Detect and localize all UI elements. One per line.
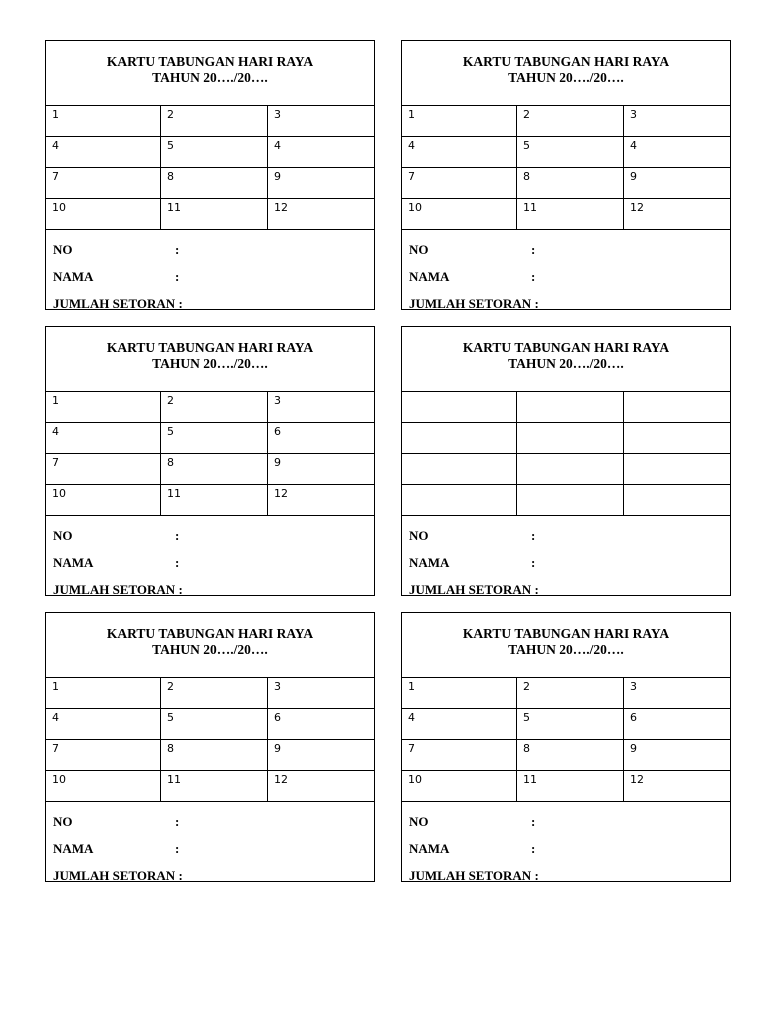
grid-cell: 6 (624, 709, 730, 740)
card-title (46, 327, 374, 392)
grid-cell (517, 454, 624, 485)
card-title-line2: TAHUN 20…./20…. (508, 70, 624, 85)
grid-cell: 7 (402, 168, 517, 199)
grid-cell: 8 (517, 740, 624, 771)
nama-label: NAMA (53, 841, 94, 856)
grid-cell: 10 (402, 199, 517, 230)
no-colon: : (175, 814, 180, 829)
nama-colon: : (175, 555, 180, 570)
no-row (409, 528, 730, 555)
savings-card (401, 612, 731, 882)
card-info (402, 802, 730, 895)
grid-cell: 9 (268, 454, 374, 485)
jumlah-label: JUMLAH SETORAN : (53, 296, 183, 311)
grid-cell: 6 (268, 423, 374, 454)
savings-card (45, 40, 375, 310)
card-title-line1: KARTU TABUNGAN HARI RAYA (462, 626, 670, 641)
nama-label: NAMA (409, 269, 450, 284)
grid-cell: 7 (46, 168, 161, 199)
grid-cell: 5 (161, 423, 268, 454)
jumlah-label: JUMLAH SETORAN : (53, 868, 183, 883)
card-info (46, 230, 374, 323)
grid-cell: 11 (161, 771, 268, 802)
grid-cell: 12 (268, 485, 374, 516)
grid-cell: 12 (624, 771, 730, 802)
nama-colon: : (175, 841, 180, 856)
nama-row (409, 269, 730, 296)
nama-row (53, 841, 374, 868)
grid-cell: 10 (46, 199, 161, 230)
grid-cell (517, 423, 624, 454)
grid-cell (402, 485, 517, 516)
nama-label: NAMA (53, 269, 94, 284)
installment-grid (402, 392, 730, 516)
nama-row (409, 555, 730, 582)
savings-card (45, 612, 375, 882)
no-row (53, 528, 374, 555)
no-row (53, 242, 374, 269)
grid-cell: 3 (624, 106, 730, 137)
grid-cell (624, 485, 730, 516)
grid-cell: 1 (402, 106, 517, 137)
card-title-line1: KARTU TABUNGAN HARI RAYA (106, 626, 314, 641)
nama-label: NAMA (409, 555, 450, 570)
grid-cell: 9 (268, 740, 374, 771)
savings-card (45, 326, 375, 596)
grid-cell: 7 (46, 740, 161, 771)
installment-grid (402, 106, 730, 230)
nama-colon: : (531, 555, 536, 570)
card-title-line2: TAHUN 20…./20…. (152, 70, 268, 85)
no-colon: : (175, 528, 180, 543)
nama-colon: : (531, 841, 536, 856)
grid-cell: 3 (268, 106, 374, 137)
installment-grid (402, 678, 730, 802)
no-colon: : (531, 814, 536, 829)
card-title-line1: KARTU TABUNGAN HARI RAYA (462, 54, 670, 69)
card-info (402, 230, 730, 323)
card-title (402, 41, 730, 106)
jumlah-label: JUMLAH SETORAN : (53, 582, 183, 597)
grid-cell: 7 (402, 740, 517, 771)
grid-cell: 9 (624, 168, 730, 199)
nama-row (409, 841, 730, 868)
grid-cell: 2 (517, 106, 624, 137)
grid-cell: 7 (46, 454, 161, 485)
nama-row (53, 269, 374, 296)
nama-colon: : (531, 269, 536, 284)
jumlah-label: JUMLAH SETORAN : (409, 868, 539, 883)
jumlah-row (409, 582, 730, 609)
card-title (402, 327, 730, 392)
grid-cell: 1 (46, 106, 161, 137)
no-colon: : (531, 242, 536, 257)
grid-cell: 3 (624, 678, 730, 709)
no-label: NO (53, 242, 73, 257)
savings-card (401, 326, 731, 596)
card-title-line1: KARTU TABUNGAN HARI RAYA (106, 54, 314, 69)
grid-cell: 12 (624, 199, 730, 230)
grid-cell: 6 (268, 709, 374, 740)
card-title-line1: KARTU TABUNGAN HARI RAYA (106, 340, 314, 355)
savings-card (401, 40, 731, 310)
grid-cell: 5 (161, 137, 268, 168)
card-title (46, 41, 374, 106)
card-info (402, 516, 730, 609)
installment-grid (46, 106, 374, 230)
grid-cell: 11 (161, 485, 268, 516)
grid-cell: 11 (517, 199, 624, 230)
grid-cell (624, 392, 730, 423)
nama-row (53, 555, 374, 582)
grid-cell: 8 (161, 740, 268, 771)
grid-cell (402, 454, 517, 485)
no-label: NO (409, 242, 429, 257)
grid-cell: 1 (46, 678, 161, 709)
grid-cell (517, 392, 624, 423)
grid-cell: 4 (268, 137, 374, 168)
jumlah-row (409, 296, 730, 323)
grid-cell: 12 (268, 199, 374, 230)
jumlah-row (53, 296, 374, 323)
grid-cell (402, 423, 517, 454)
grid-cell: 4 (624, 137, 730, 168)
grid-cell: 1 (402, 678, 517, 709)
no-colon: : (531, 528, 536, 543)
no-label: NO (409, 814, 429, 829)
card-title-line2: TAHUN 20…./20…. (508, 356, 624, 371)
grid-cell: 10 (46, 771, 161, 802)
card-info (46, 516, 374, 609)
jumlah-row (53, 582, 374, 609)
jumlah-row (53, 868, 374, 895)
grid-cell: 4 (46, 423, 161, 454)
card-title-line1: KARTU TABUNGAN HARI RAYA (462, 340, 670, 355)
card-title-line2: TAHUN 20…./20…. (152, 356, 268, 371)
card-title-line2: TAHUN 20…./20…. (152, 642, 268, 657)
nama-colon: : (175, 269, 180, 284)
no-label: NO (409, 528, 429, 543)
grid-cell: 2 (161, 106, 268, 137)
grid-cell: 9 (268, 168, 374, 199)
jumlah-label: JUMLAH SETORAN : (409, 296, 539, 311)
nama-label: NAMA (409, 841, 450, 856)
grid-cell: 10 (402, 771, 517, 802)
grid-cell: 5 (161, 709, 268, 740)
grid-cell: 5 (517, 137, 624, 168)
grid-cell: 11 (161, 199, 268, 230)
installment-grid (46, 678, 374, 802)
grid-cell: 4 (46, 137, 161, 168)
grid-cell: 8 (161, 454, 268, 485)
no-colon: : (175, 242, 180, 257)
grid-cell: 4 (402, 137, 517, 168)
no-label: NO (53, 528, 73, 543)
no-row (409, 814, 730, 841)
grid-cell: 2 (161, 678, 268, 709)
grid-cell: 4 (402, 709, 517, 740)
grid-cell: 1 (46, 392, 161, 423)
grid-cell: 2 (517, 678, 624, 709)
jumlah-label: JUMLAH SETORAN : (409, 582, 539, 597)
card-title (402, 613, 730, 678)
grid-cell: 3 (268, 392, 374, 423)
grid-cell: 2 (161, 392, 268, 423)
jumlah-row (409, 868, 730, 895)
nama-label: NAMA (53, 555, 94, 570)
grid-cell: 12 (268, 771, 374, 802)
grid-cell: 8 (161, 168, 268, 199)
card-title-line2: TAHUN 20…./20…. (508, 642, 624, 657)
grid-cell: 3 (268, 678, 374, 709)
grid-cell: 4 (46, 709, 161, 740)
grid-cell: 11 (517, 771, 624, 802)
grid-cell (624, 454, 730, 485)
grid-cell: 10 (46, 485, 161, 516)
grid-cell: 9 (624, 740, 730, 771)
no-label: NO (53, 814, 73, 829)
grid-cell (402, 392, 517, 423)
grid-cell (624, 423, 730, 454)
no-row (53, 814, 374, 841)
card-info (46, 802, 374, 895)
grid-cell (517, 485, 624, 516)
grid-cell: 8 (517, 168, 624, 199)
no-row (409, 242, 730, 269)
card-title (46, 613, 374, 678)
installment-grid (46, 392, 374, 516)
grid-cell: 5 (517, 709, 624, 740)
